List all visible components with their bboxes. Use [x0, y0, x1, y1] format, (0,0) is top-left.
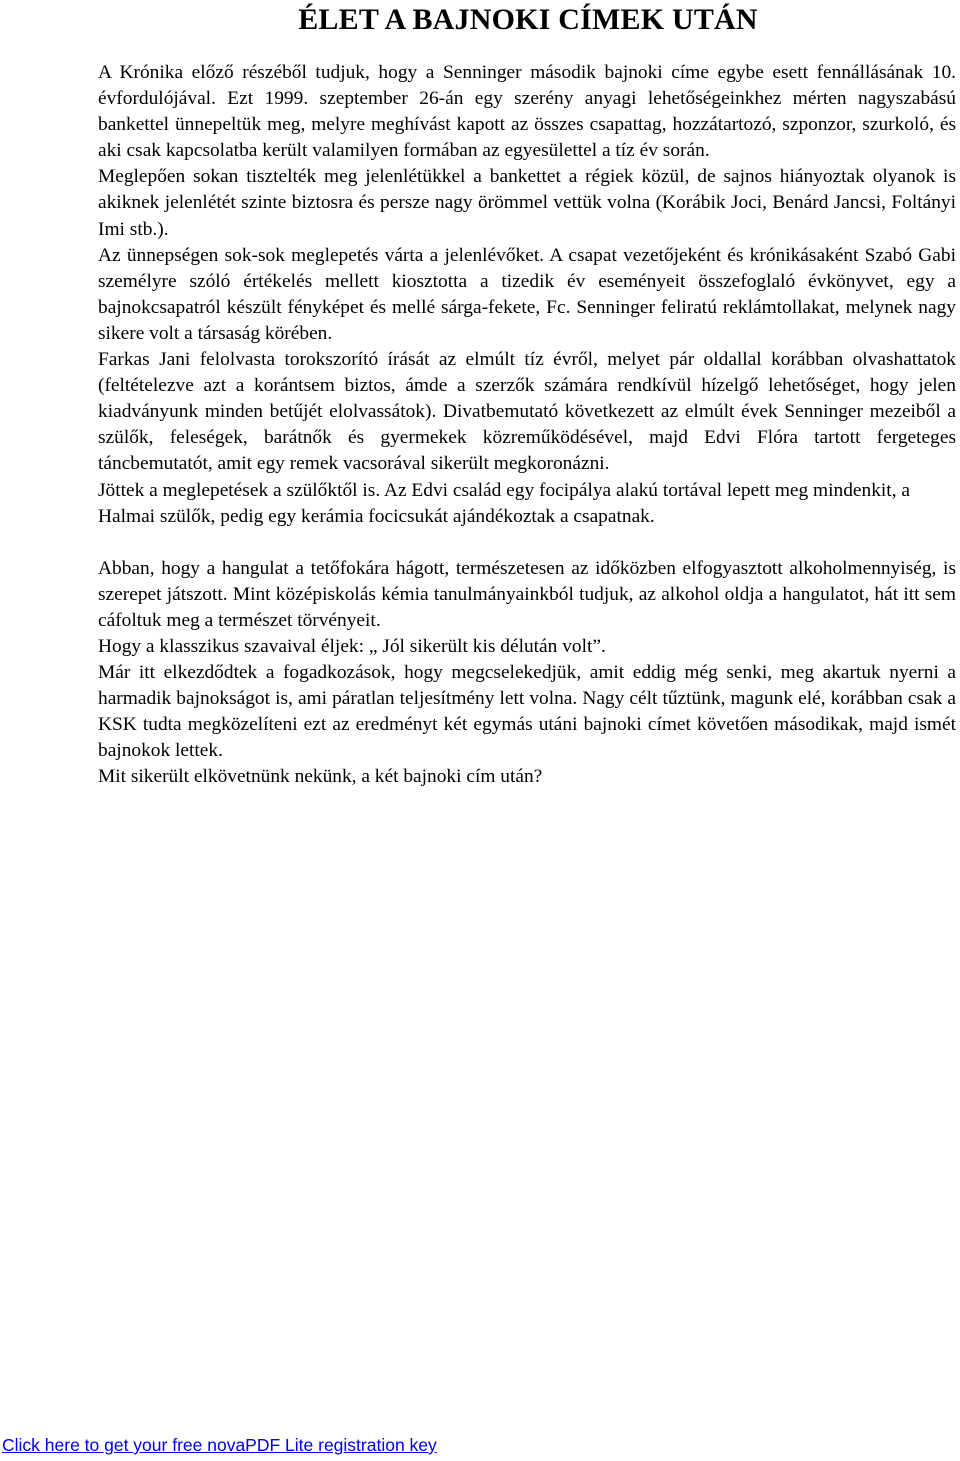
paragraph-parents-gifts: Jöttek a meglepetések a szülőktől is. Az Edvi család egy focipálya alakú tortával lepett meg mindenkit, a Halmai szülők, pedig egy kerámia focicsukát ajándékoztak a csapatnak.	[98, 479, 910, 527]
paragraph-celebration: Az ünnepségen sok-sok meglepetés várta a jelenlévőket. A csapat vezetőjeként és krónikásaként Szabó Gabi személyre szóló értékelés mellett kiosztotta a tizedik év eseményeit összefoglaló évkönyvet, egy a bajnokcsapatról készült fényképet és mellé sárga-fekete, Fc. Senninger feliratú reklámtollakat, melynek nagy sikere volt a társaság körében.	[98, 244, 956, 344]
registration-key-link[interactable]: Click here to get your free novaPDF Lite registration key	[2, 1435, 437, 1455]
paragraph-gap	[98, 530, 956, 556]
article-body	[98, 60, 956, 791]
paragraph-closing-question: Mit sikerült elkövetnünk nekünk, a két bajnoki cím után?	[98, 766, 543, 788]
paragraph-intro: A Krónika előző részéből tudjuk, hogy a Senninger második bajnoki címe egybe esett fennállásának 10. évfordulójával. Ezt 1999. szeptember 26-án egy szerény anyagi lehetőségeinkhez mérten nagyszabású bankettel ünnepeltük meg, melyre meghívást kapott az összes csapattag, hozzátartozó, szponzor, szurkoló, és aki csak kapcsolatba került valamilyen formában az egyesülettel a tíz év során.	[98, 62, 956, 162]
paragraph-mood: Abban, hogy a hangulat a tetőfokára hágott, természetesen az időközben elfogyasztott alkoholmennyiség, is szerepet játszott. Mint középiskolás kémia tanulmányainkból tudjuk, az alkohol oldja a hangulatot, hát itt sem cáfoltuk meg a természet törvényeit.	[98, 557, 956, 631]
paragraph-program: Farkas Jani felolvasta torokszorító írását az elmúlt tíz évről, melyet pár oldallal korábban olvashattatok (feltételezve azt a korántsem biztos, ámde a szerzők számára rendkívül hízelgő lehetőséget, hogy jelen kiadványunk minden betűjét elolvassátok). Divatbemutató következett az elmúlt évek Senninger mezeiből a szülők, feleségek, barátnők és gyermekek közreműködésével, majd Edvi Flóra tartott fergeteges táncbemutatót, amit egy remek vacsorával sikerült megkoronázni.	[98, 349, 956, 475]
page-title: ÉLET A BAJNOKI CÍMEK UTÁN	[298, 3, 758, 36]
paragraph-attendance: Meglepően sokan tisztelték meg jelenlétükkel a bankettet a régiek közül, de sajnos hiányoztak olyanok is akiknek jelenlétét szinte biztosra és persze nagy örömmel vettük volna (Korábik Joci, Benárd Jancsi, Foltányi Imi stb.).	[98, 166, 956, 240]
paragraph-quote: Hogy a klasszikus szavaival éljek: „ Jól sikerült kis délután volt”.	[98, 635, 606, 657]
paragraph-goals: Már itt elkezdődtek a fogadkozások, hogy megcselekedjük, amit eddig még senki, meg akartuk nyerni a harmadik bajnokságot is, ami páratlan teljesítmény lett volna. Nagy célt tűztünk, magunk elé, korábban csak a KSK tudta megközelíteni ezt az eredményt két egymás utáni bajnoki címet követően másodikak, majd ismét bajnokok lettek.	[98, 662, 956, 762]
